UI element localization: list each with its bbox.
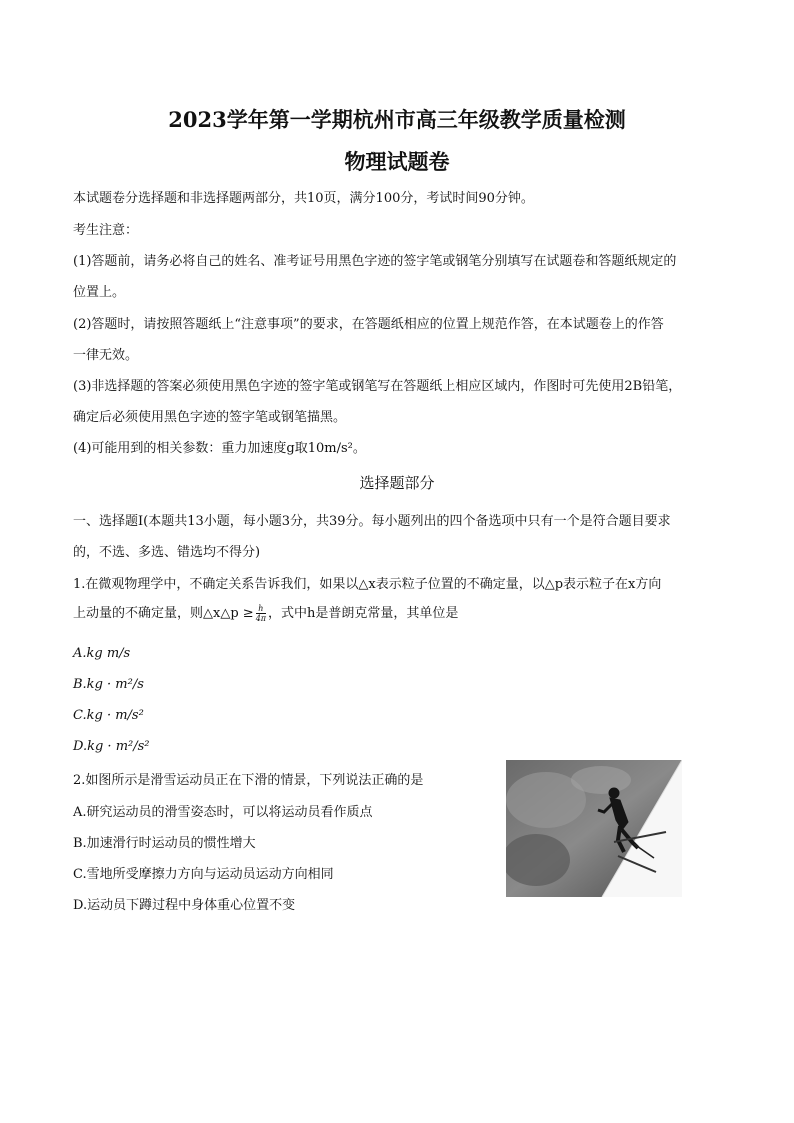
- q1-fraction-numerator: h: [256, 604, 266, 614]
- notice-line: (3)非选择题的答案必须使用黑色字迹的签字笔或钢笔写在答题纸上相应区域内，作图时可先使用2B铅笔，: [73, 379, 682, 394]
- q1-option-b: B.kg · m²/s: [73, 677, 144, 692]
- skier-photo: [506, 760, 682, 897]
- q1-stem-line2: [73, 602, 458, 623]
- notice-line: (1)答题前，请务必将自己的姓名、准考证号用黑色字迹的签字笔或钢笔分别填写在试题卷和答题纸规定的: [73, 254, 677, 269]
- notice-line: (2)答题时，请按照答题纸上“注意事项”的要求，在答题纸相应的位置上规范作答，在本试题卷上的作答: [73, 317, 664, 332]
- exam-title: 2023学年第一学期杭州市高三年级教学质量检测: [168, 107, 626, 132]
- q2-option-b: B.加速滑行时运动员的惯性增大: [73, 836, 256, 851]
- q2-option-d: D.运动员下蹲过程中身体重心位置不变: [73, 898, 296, 913]
- notice-heading: 考生注意：: [73, 223, 139, 238]
- section-intro-line: 的，不选、多选、错选均不得分): [73, 545, 261, 560]
- section-intro-line: 一、选择题I(本题共13小题，每小题3分，共39分。每小题列出的四个备选项中只有一个是符合题目要求: [73, 514, 671, 529]
- q1-option-c: C.kg · m/s²: [73, 708, 144, 723]
- notice-line: 位置上。: [73, 285, 126, 300]
- q2-stem: 2.如图所示是滑雪运动员正在下滑的情景，下列说法正确的是: [73, 773, 424, 788]
- q1-option-a: A.kg m/s: [73, 646, 131, 661]
- intro-text: 本试题卷分选择题和非选择题两部分，共10页，满分100分，考试时间90分钟。: [73, 191, 534, 206]
- q1-stem-post: ，式中h是普朗克常量，其单位是: [268, 606, 459, 621]
- q1-stem-pre: 上动量的不确定量，则△x△p ≥: [73, 606, 254, 621]
- notice-line: 确定后必须使用黑色字迹的签字笔或钢笔描黑。: [73, 410, 347, 425]
- q1-fraction-denominator: 4π: [255, 614, 267, 623]
- exam-subtitle: 物理试题卷: [344, 149, 450, 174]
- notice-line: (4)可能用到的相关参数：重力加速度g取10m/s²。: [73, 441, 366, 456]
- notice-line: 一律无效。: [73, 348, 139, 363]
- q1-option-d: D.kg · m²/s²: [73, 739, 150, 754]
- q1-fraction: [256, 604, 266, 623]
- q2-option-c: C.雪地所受摩擦力方向与运动员运动方向相同: [73, 867, 334, 882]
- q1-stem-line1: 1.在微观物理学中，不确定关系告诉我们，如果以△x表示粒子位置的不确定量，以△p表示粒子在x方向: [73, 577, 662, 592]
- section-title: 选择题部分: [359, 474, 435, 492]
- q2-option-a: A.研究运动员的滑雪姿态时，可以将运动员看作质点: [73, 805, 373, 820]
